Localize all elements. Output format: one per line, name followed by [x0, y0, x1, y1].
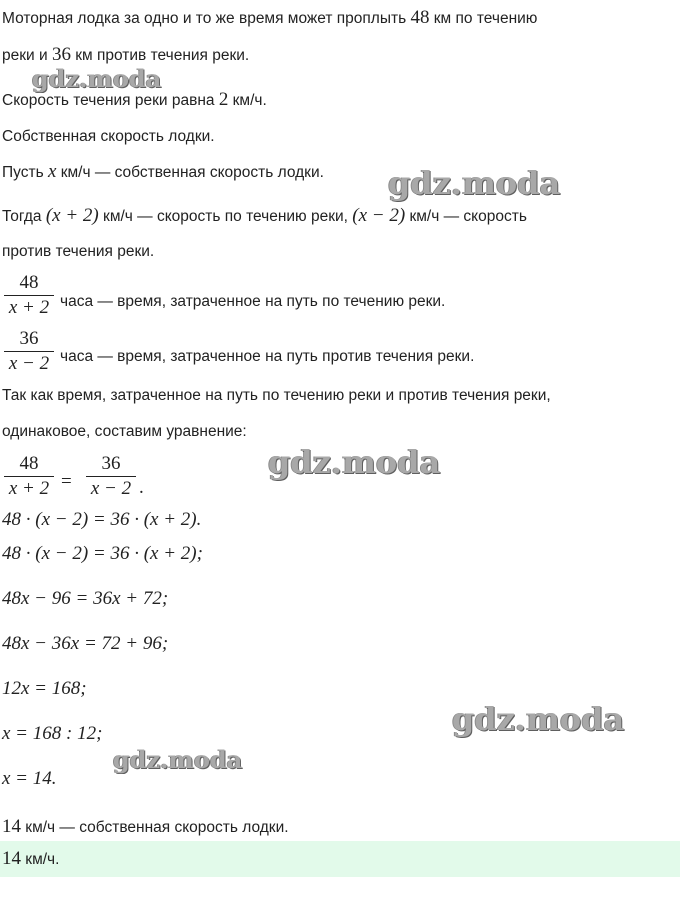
problem-question: Собственная скорость лодки.: [2, 128, 215, 145]
problem-text: реки и: [2, 47, 52, 64]
problem-line-2: [2, 45, 249, 66]
solution-text: км/ч — собственная скорость лодки.: [56, 164, 324, 181]
fraction-1-text: часа — время, затраченное на путь по течению реки.: [60, 293, 446, 310]
math-expression: x − 2: [90, 478, 132, 499]
math-number: 36: [51, 44, 71, 65]
problem-line-1: [2, 8, 537, 29]
fraction-bar: [4, 295, 54, 296]
equation-step-2: 48 · (x − 2) = 36 · (x + 2);: [2, 543, 203, 564]
fraction-denominator: [84, 478, 138, 500]
solution-conclusion: [2, 817, 289, 838]
solution-then-line: [2, 206, 527, 227]
answer-number: 14: [2, 848, 21, 869]
solution-text: км/ч — скорость: [405, 208, 527, 225]
problem-text: км/ч.: [228, 92, 267, 109]
equation-step-5: 12x = 168;: [2, 678, 87, 699]
fraction-upstream-time: [2, 328, 56, 375]
answer-box: [0, 841, 680, 877]
answer-unit: км/ч.: [21, 851, 60, 868]
solution-since-line-2: одинаковое, составим уравнение:: [2, 423, 247, 440]
fraction-2-text: часа — время, затраченное на путь против течения реки.: [60, 348, 475, 365]
watermark-logo: gdz.moda: [113, 745, 243, 774]
math-number: 14: [2, 816, 21, 837]
math-expression: x + 2: [8, 478, 50, 499]
problem-text: Скорость течения реки равна: [2, 92, 219, 109]
math-variable: x: [47, 161, 57, 182]
watermark-logo: gdz.moda: [268, 443, 441, 481]
equation-step-6: x = 168 : 12;: [2, 723, 103, 744]
problem-text: Моторная лодка за одно и то же время может проплыть: [2, 10, 411, 27]
problem-text: км по течению: [429, 10, 538, 27]
solution-text: Тогда: [2, 208, 46, 225]
fraction-downstream-time: [2, 272, 56, 319]
equation-step-1: 48 · (x − 2) = 36 · (x + 2).: [2, 509, 202, 530]
fraction-bar: [4, 476, 54, 477]
math-number: 2: [218, 89, 229, 110]
solution-since-line: Так как время, затраченное на путь по течению реки и против течения реки,: [2, 387, 551, 404]
fraction-denominator: [2, 478, 56, 500]
equation-sign: =: [61, 471, 72, 492]
math-expression: (x − 2): [352, 205, 406, 226]
equation-step-3: 48x − 96 = 36x + 72;: [2, 588, 169, 609]
math-expression: (x + 2): [45, 205, 99, 226]
answer-line: [2, 849, 59, 870]
problem-text: км против течения реки.: [70, 47, 250, 64]
fraction-denominator: [2, 297, 56, 319]
math-expression: x − 2: [8, 353, 50, 374]
fraction-denominator: [2, 353, 56, 375]
equation-step-7: x = 14.: [2, 768, 57, 789]
solution-let-line: [2, 162, 324, 183]
fraction-numerator: 36: [19, 328, 39, 349]
fraction-bar: [86, 476, 136, 477]
math-expression: x + 2: [8, 297, 50, 318]
solution-text: км/ч — собственная скорость лодки.: [21, 819, 289, 836]
fraction-numerator: 48: [19, 453, 39, 474]
math-number: 48: [410, 7, 430, 28]
solution-text: км/ч — скорость по течению реки,: [98, 208, 353, 225]
watermark-logo: gdz.moda: [388, 164, 561, 202]
solution-text: Пусть: [2, 164, 48, 181]
solution-then-line-2: против течения реки.: [2, 243, 155, 260]
watermark-logo: gdz.moda: [32, 64, 162, 93]
equation-step-4: 48x − 36x = 72 + 96;: [2, 633, 169, 654]
fraction-numerator: 36: [101, 453, 121, 474]
equation-left-fraction: [2, 453, 56, 500]
problem-line-3: [2, 90, 267, 111]
equation-right-fraction: [84, 453, 138, 500]
watermark-logo: gdz.moda: [452, 700, 625, 738]
fraction-bar: [4, 351, 54, 352]
equation-dot: .: [139, 477, 144, 498]
fraction-numerator: 48: [19, 272, 39, 293]
